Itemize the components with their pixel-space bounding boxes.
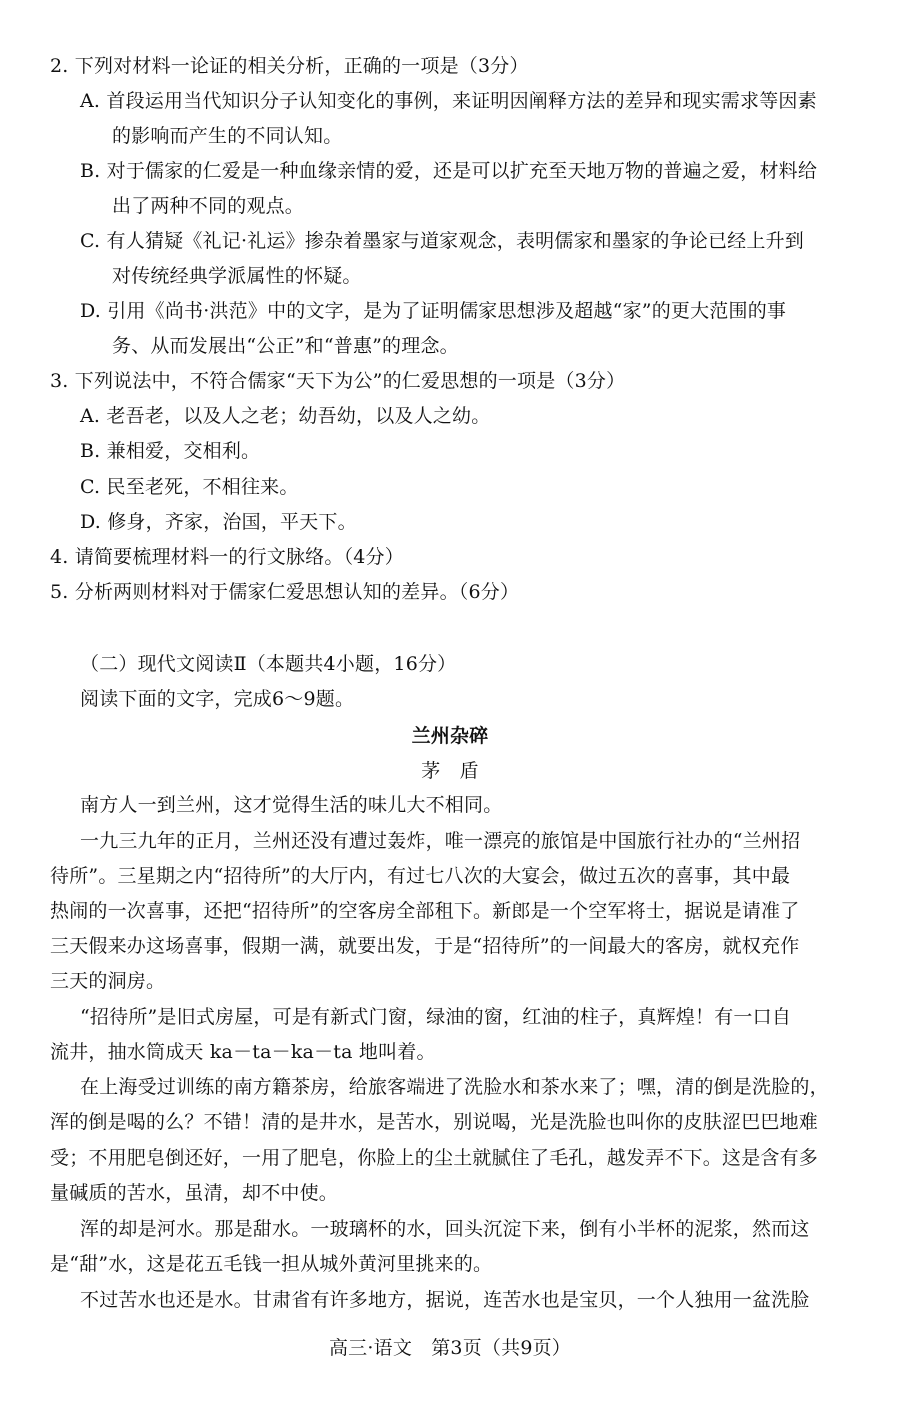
q4-stem: 4. 请简要梳理材料一的行文脉络。（4分） [50, 546, 404, 568]
article-line: 热闹的一次喜事，还把“招待所”的空客房全部租下。新郎是一个空军将士，据说是请准了 [50, 900, 800, 922]
article-line: 三天的洞房。 [50, 970, 166, 992]
article-line: 待所”。三星期之内“招待所”的大厅内，有过七八次的大宴会，做过五次的喜事，其中最 [50, 865, 791, 887]
article-author: 茅 盾 [421, 760, 479, 782]
q2-stem: 2. 下列对材料一论证的相关分析，正确的一项是（3分） [50, 55, 529, 77]
article-line: 浑的却是河水。那是甜水。一玻璃杯的水，回头沉淀下来，倒有小半杯的泥浆，然而这 [80, 1218, 810, 1240]
q2-option-a-line2: 的影响而产生的不同认知。 [112, 125, 343, 147]
q3-option-d: D. 修身，齐家，治国，平天下。 [80, 511, 357, 533]
q3-stem: 3. 下列说法中，不符合儒家“天下为公”的仁爱思想的一项是（3分） [50, 370, 626, 392]
q3-option-a: A. 老吾老，以及人之老；幼吾幼，以及人之幼。 [80, 405, 491, 427]
q3-option-b: B. 兼相爱，交相利。 [80, 440, 261, 462]
q2-option-b-line2: 出了两种不同的观点。 [112, 195, 305, 217]
q5-stem: 5. 分析两则材料对于儒家仁爱思想认知的差异。（6分） [50, 581, 520, 603]
article-line: 浑的倒是喝的么？不错！清的是井水，是苦水，别说喝，光是洗脸也叫你的皮肤涩巴巴地难 [50, 1111, 819, 1133]
section-heading: （二）现代文阅读Ⅱ（本题共4小题，16分） [80, 653, 457, 675]
article-line: 三天假来办这场喜事，假期一满，就要出发，于是“招待所”的一间最大的客房，就权充作 [50, 935, 800, 957]
article-line: 一九三九年的正月，兰州还没有遭过轰炸，唯一漂亮的旅馆是中国旅行社办的“兰州招 [80, 830, 801, 852]
article-line: 流井，抽水筒成天 ka－ta－ka－ta 地叫着。 [50, 1041, 436, 1063]
article-line: 南方人一到兰州，这才觉得生活的味儿大不相同。 [80, 794, 503, 816]
q2-option-d-line2: 务、从而发展出“公正”和“普惠”的理念。 [112, 335, 459, 357]
article-line: 是“甜”水，这是花五毛钱一担从城外黄河里挑来的。 [50, 1253, 493, 1275]
q2-option-a-line1: A. 首段运用当代知识分子认知变化的事例，来证明因阐释方法的差异和现实需求等因素 [80, 90, 817, 112]
q2-option-d-line1: D. 引用《尚书·洪范》中的文字，是为了证明儒家思想涉及超越“家”的更大范围的事 [80, 300, 787, 322]
q2-option-c-line2: 对传统经典学派属性的怀疑。 [112, 265, 362, 287]
q2-option-c-line1: C. 有人猜疑《礼记·礼运》掺杂着墨家与道家观念，表明儒家和墨家的争论已经上升到 [80, 230, 804, 252]
q2-option-b-line1: B. 对于儒家的仁爱是一种血缘亲情的爱，还是可以扩充至天地万物的普遍之爱，材料给 [80, 160, 818, 182]
article-line: 受；不用肥皂倒还好，一用了肥皂，你脸上的尘土就腻住了毛孔，越发弄不下。这是含有多 [50, 1147, 819, 1169]
q3-option-c: C. 民至老死，不相往来。 [80, 476, 299, 498]
article-line: 在上海受过训练的南方籍茶房，给旅客端进了洗脸水和茶水来了；嘿，清的倒是洗脸的， [80, 1076, 829, 1098]
article-line: 量碱质的苦水，虽清，却不中使。 [50, 1182, 339, 1204]
article-line: 不过苦水也还是水。甘肃省有许多地方，据说，连苦水也是宝贝，一个人独用一盆洗脸 [80, 1289, 810, 1311]
page-footer: 高三·语文 第3页（共9页） [328, 1337, 572, 1359]
article-title: 兰州杂碎 [411, 725, 489, 747]
article-line: “招待所”是旧式房屋，可是有新式门窗，绿油的窗，红油的柱子，真辉煌！有一口自 [80, 1006, 792, 1028]
section-instruction: 阅读下面的文字，完成6～9题。 [80, 688, 355, 710]
